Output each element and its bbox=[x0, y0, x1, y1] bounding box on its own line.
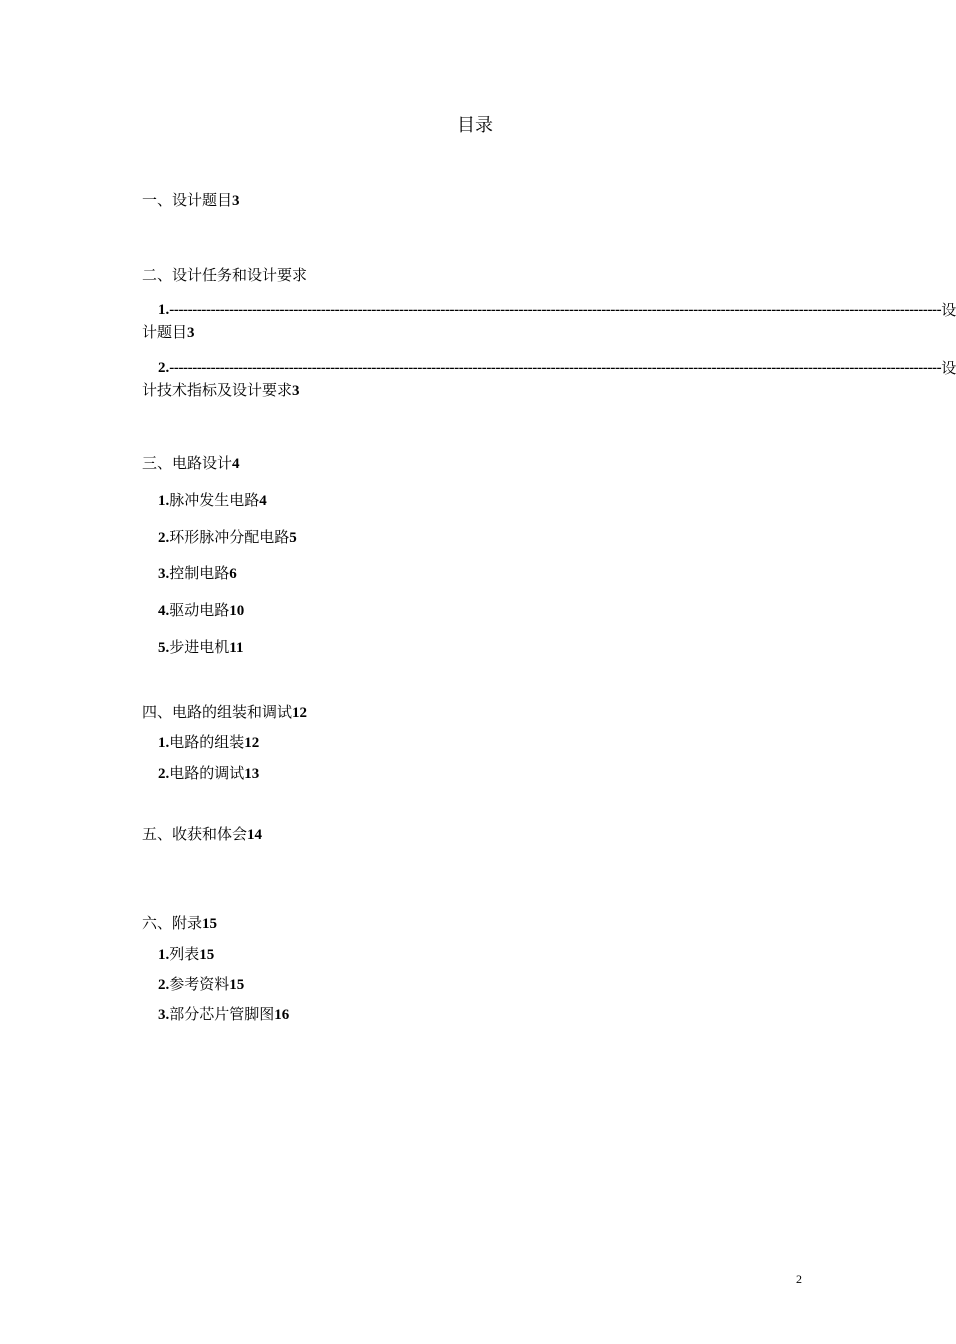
toc-entry-page: 16 bbox=[274, 1007, 290, 1023]
toc-entry-num: 2. bbox=[158, 530, 170, 546]
toc-leader-dashes: ------------------------------------------------------------------------------------------------------------------------------------------------------------------------ bbox=[169, 360, 942, 376]
toc-entry-text: 三、电路设计 bbox=[142, 454, 233, 472]
toc-entry-text: 四、电路的组装和调试 bbox=[142, 703, 293, 721]
toc-entry-2-1[interactable] bbox=[158, 299, 956, 321]
toc-entry-page: 15 bbox=[229, 977, 245, 993]
toc-entry-page: 14 bbox=[247, 827, 263, 843]
toc-entry-page: 4 bbox=[259, 493, 267, 509]
toc-entry-num: 5. bbox=[158, 640, 170, 656]
toc-entry-num: 4. bbox=[158, 603, 170, 619]
toc-entry-num: 2. bbox=[158, 766, 170, 782]
toc-entry-text: 部分芯片管脚图 bbox=[169, 1005, 275, 1023]
toc-entry-page: 15 bbox=[202, 916, 218, 932]
toc-entry-page: 15 bbox=[199, 947, 215, 963]
toc-entry-page: 12 bbox=[292, 705, 308, 721]
toc-entry-5[interactable] bbox=[142, 823, 262, 846]
toc-entry-text: 参考资料 bbox=[169, 975, 230, 993]
toc-entry-6[interactable] bbox=[142, 912, 217, 935]
toc-entry-3-2[interactable] bbox=[158, 526, 297, 549]
toc-entry-1[interactable] bbox=[142, 189, 240, 212]
toc-entry-num: 3. bbox=[158, 1007, 170, 1023]
toc-entry-text: 计题目 bbox=[142, 323, 188, 341]
toc-entry-page: 5 bbox=[289, 530, 297, 546]
toc-entry-6-1[interactable] bbox=[158, 943, 214, 966]
toc-entry-2[interactable] bbox=[142, 264, 307, 286]
page-number: 2 bbox=[796, 1272, 802, 1286]
toc-entry-2-2[interactable] bbox=[158, 357, 956, 379]
toc-leader-dashes: ------------------------------------------------------------------------------------------------------------------------------------------------------------------------ bbox=[169, 302, 942, 318]
toc-entry-page: 3 bbox=[292, 383, 300, 399]
toc-entry-text-end: 设 bbox=[941, 359, 956, 377]
toc-entry-page: 3 bbox=[232, 193, 240, 209]
toc-entry-page: 12 bbox=[244, 735, 260, 751]
toc-entry-text: 列表 bbox=[169, 945, 200, 963]
toc-entry-2-2-continuation[interactable] bbox=[142, 379, 300, 402]
toc-entry-text: 脉冲发生电路 bbox=[169, 491, 260, 509]
toc-entry-text: 步进电机 bbox=[169, 638, 230, 656]
toc-entry-text: 控制电路 bbox=[169, 564, 230, 582]
toc-entry-text: 驱动电路 bbox=[169, 601, 230, 619]
toc-entry-text: 计技术指标及设计要求 bbox=[142, 381, 293, 399]
toc-entry-num: 1. bbox=[158, 947, 170, 963]
toc-entry-page: 6 bbox=[229, 566, 237, 582]
toc-entry-num: 3. bbox=[158, 566, 170, 582]
toc-title: 目录 bbox=[457, 115, 493, 136]
toc-entry-text: 六、附录 bbox=[142, 914, 203, 932]
toc-entry-page: 4 bbox=[232, 456, 240, 472]
toc-entry-text-end: 设 bbox=[941, 301, 956, 319]
toc-entry-num: 1. bbox=[158, 735, 170, 751]
toc-entry-num: 2. bbox=[158, 360, 170, 376]
toc-entry-text: 电路的调试 bbox=[169, 764, 245, 782]
toc-entry-page: 11 bbox=[229, 640, 244, 656]
toc-entry-text: 环形脉冲分配电路 bbox=[169, 528, 290, 546]
toc-entry-4-1[interactable] bbox=[158, 731, 259, 754]
toc-entry-3-1[interactable] bbox=[158, 489, 267, 512]
toc-entry-text: 电路的组装 bbox=[169, 733, 245, 751]
toc-entry-2-1-continuation[interactable] bbox=[142, 321, 195, 344]
toc-entry-3-3[interactable] bbox=[158, 562, 237, 585]
toc-entry-3-4[interactable] bbox=[158, 599, 244, 622]
toc-entry-page: 13 bbox=[244, 766, 260, 782]
toc-entry-num: 1. bbox=[158, 493, 170, 509]
toc-entry-num: 1. bbox=[158, 302, 170, 318]
toc-entry-page: 10 bbox=[229, 603, 245, 619]
toc-entry-3[interactable] bbox=[142, 452, 240, 475]
toc-entry-6-2[interactable] bbox=[158, 973, 244, 996]
toc-entry-text: 五、收获和体会 bbox=[142, 825, 248, 843]
toc-entry-page: 3 bbox=[187, 325, 195, 341]
toc-entry-text: 二、设计任务和设计要求 bbox=[142, 266, 308, 284]
toc-entry-6-3[interactable] bbox=[158, 1003, 289, 1026]
toc-entry-4[interactable] bbox=[142, 701, 307, 724]
toc-entry-3-5[interactable] bbox=[158, 636, 243, 659]
toc-entry-num: 2. bbox=[158, 977, 170, 993]
toc-entry-4-2[interactable] bbox=[158, 762, 259, 785]
toc-entry-text: 一、设计题目 bbox=[142, 191, 233, 209]
